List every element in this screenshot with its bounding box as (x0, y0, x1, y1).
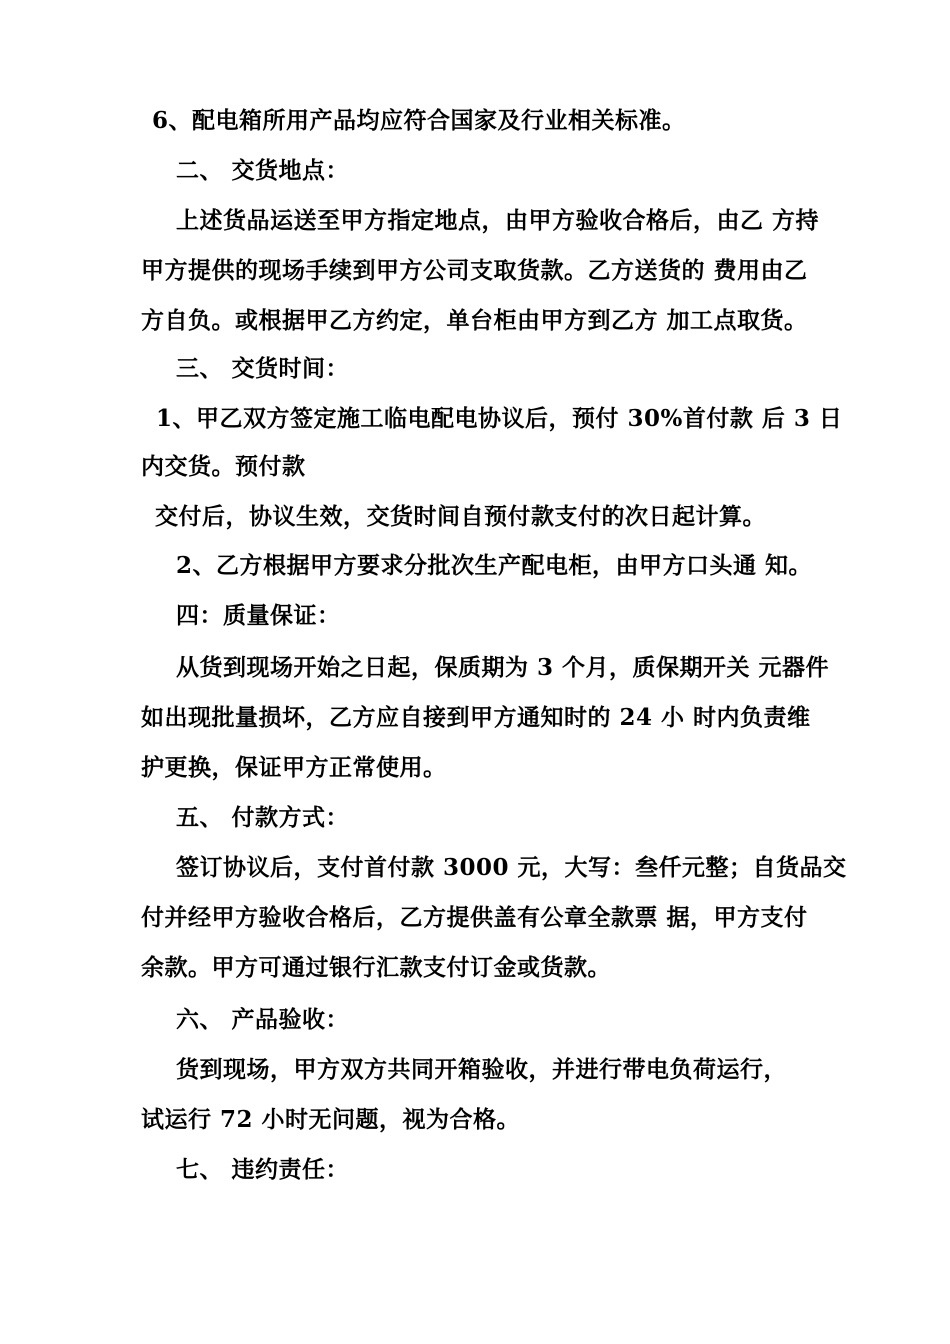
payment-method-line-3: 余款。甲方可通过银行汇款支付订金或货款。 (141, 954, 611, 981)
delivery-location-line-3: 方自负。或根据甲乙方约定，单台柜由甲方到乙方 加工点取货。 (141, 307, 808, 334)
delivery-time-clause-1-line-2: 内交货。预付款 (141, 453, 306, 480)
quality-guarantee-line-3: 护更换，保证甲方正常使用。 (141, 754, 447, 781)
delivery-time-clause-1-line-3: 交付后，协议生效，交货时间自预付款支付的次日起计算。 (155, 503, 766, 530)
heading-product-acceptance: 六、 产品验收： (176, 1006, 350, 1033)
delivery-location-line-1: 上述货品运送至甲方指定地点，由甲方验收合格后，由乙 方持 (176, 207, 820, 234)
delivery-time-clause-1-line-1: 1、甲乙双方签定施工临电配电协议后，预付 30%首付款 后 3 日 (156, 405, 843, 432)
product-acceptance-line-1: 货到现场，甲方双方共同开箱验收，并进行带电负荷运行， (176, 1056, 787, 1083)
heading-delivery-time: 三、 交货时间： (176, 355, 350, 382)
product-acceptance-line-2: 试运行 72 小时无问题，视为合格。 (141, 1106, 521, 1133)
delivery-location-line-2: 甲方提供的现场手续到甲方公司支取货款。乙方送货的 费用由乙 (141, 257, 808, 284)
quality-guarantee-line-1: 从货到现场开始之日起，保质期为 3 个月，质保期开关 元器件 (176, 654, 830, 681)
payment-method-line-1: 签订协议后，支付首付款 3000 元，大写：叁仟元整；自货品交 (176, 854, 847, 881)
clause-6-standards: 6、配电箱所用产品均应符合国家及行业相关标准。 (152, 107, 686, 134)
payment-method-line-2: 付并经甲方验收合格后，乙方提供盖有公章全款票 据，甲方支付 (141, 904, 808, 931)
heading-quality-guarantee: 四：质量保证： (176, 602, 341, 629)
heading-payment-method: 五、 付款方式： (176, 804, 350, 831)
delivery-time-clause-2: 2、乙方根据甲方要求分批次生产配电柜，由甲方口头通 知。 (176, 552, 813, 579)
heading-delivery-location: 二、 交货地点： (176, 157, 350, 184)
heading-breach-liability: 七、 违约责任： (176, 1156, 350, 1183)
quality-guarantee-line-2: 如出现批量损坏，乙方应自接到甲方通知时的 24 小 时内负责维 (141, 704, 811, 731)
